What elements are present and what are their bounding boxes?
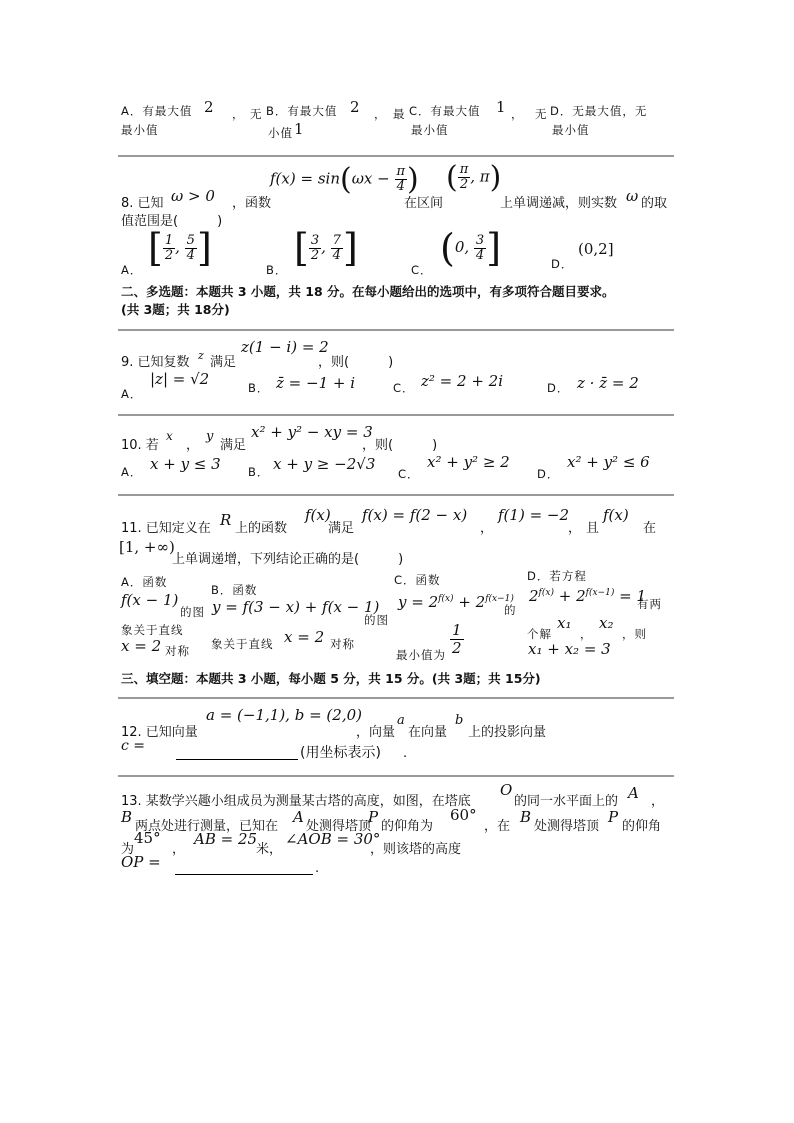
- q12-stem-on: 在向量: [408, 725, 448, 740]
- q12-vector-a: a: [397, 713, 405, 728]
- q10-option-a-math: x + y ≤ 3: [150, 455, 221, 473]
- q9-option-d-math: z · z̄ = 2: [577, 374, 639, 392]
- q13-comma-2: ，: [172, 842, 186, 857]
- q11-option-a-line: x = 2: [121, 637, 162, 655]
- q11-stem-and: 且: [586, 521, 600, 536]
- q10-option-d-math: x² + y² ≤ 6: [567, 453, 650, 471]
- q8-stem-line2: 值范围是( ): [121, 214, 223, 229]
- q11-stem-satisfy: 满足: [328, 521, 355, 536]
- q13-answer-blank[interactable]: [175, 858, 313, 875]
- q13-comma: ，: [651, 794, 665, 809]
- q8-stem-function: ，函数: [232, 196, 272, 211]
- q8-option-a-label: A．: [121, 263, 143, 277]
- q9-option-a-math: |z| = √2: [150, 370, 210, 388]
- q10-stem: 10. 若: [121, 438, 159, 453]
- q7-option-a-text: A．有最大值: [121, 104, 193, 118]
- q7-option-b-comma: ，: [374, 107, 387, 121]
- q11-option-a-label: A．函数: [121, 575, 168, 589]
- q7-option-a-tail: 无: [250, 107, 263, 121]
- q13-angle-60: 60°: [450, 806, 477, 824]
- q12-period: .: [403, 746, 408, 761]
- q13-stem-height: ，则该塔的高度: [370, 842, 462, 857]
- q8-stem-interval: 在区间: [404, 196, 444, 211]
- q11-option-a-text3: 象关于直线: [121, 623, 184, 637]
- q9-stem: 9. 已知复数: [121, 355, 190, 370]
- q11-option-a-text4: 对称: [165, 644, 190, 658]
- q9-stem-then: ，则( ): [318, 355, 394, 370]
- q9-option-c-label: C．: [393, 381, 415, 395]
- q9-option-b-math: z̄ = −1 + i: [276, 374, 356, 392]
- q7-option-c-tail: 无: [535, 107, 548, 121]
- q7-option-c-line2: 最小值: [411, 123, 449, 137]
- q11-option-a-text2: 的图: [180, 605, 205, 619]
- q11-option-b-math: y = f(3 − x) + f(x − 1): [212, 598, 380, 616]
- q8-stem-end: 的取: [641, 196, 668, 211]
- q13-B: B: [121, 808, 133, 826]
- q12-stem-projection: 上的投影向量: [468, 725, 547, 740]
- q10-option-b-label: B．: [248, 465, 270, 479]
- q13-AB: AB = 25: [194, 830, 258, 848]
- q8-option-c-label: C．: [411, 263, 433, 277]
- q10-option-d-label: D．: [537, 467, 560, 481]
- q7-option-c-value: 1: [496, 98, 506, 116]
- q10-option-a-label: A．: [121, 465, 143, 479]
- section-3-heading: 三、填空题：本题共 3 小题，每小题 5 分，共 15 分。(共 3题；共 15分): [121, 671, 541, 686]
- q13-stem-line3: 为: [121, 842, 135, 857]
- q11-option-b-label: B．函数: [211, 583, 258, 597]
- q7-option-b-tail: 最: [393, 107, 406, 121]
- q7-option-d-text: D．无最大值，无: [550, 104, 648, 118]
- q11-option-c-text2: 的: [504, 603, 517, 617]
- q10-option-c-label: C．: [398, 467, 420, 481]
- q11-R: R: [220, 511, 232, 529]
- q11-option-d-text3: 个解: [527, 627, 552, 641]
- q11-option-c-math: $y = 2^{f(x)} + 2^{f(x-1)}$: [398, 593, 514, 611]
- q9-option-a-label: A．: [121, 387, 143, 401]
- q8-interval: ( $\frac{\pi}{2}$ , π): [446, 160, 502, 195]
- divider: [118, 414, 674, 416]
- q11-option-d-comma: ，: [580, 627, 593, 641]
- section-2-heading: 二、多选题：本题共 3 小题，共 18 分。在每小题给出的选项中，有多项符合题目要求。: [121, 284, 615, 299]
- section-2-points: (共 3题；共 18分): [121, 302, 230, 317]
- q8-option-a-math: [ $\frac{1}{2}$ , $\frac{5}{4}$ ]: [148, 226, 212, 270]
- q11-interval: [1, +∞): [119, 538, 175, 556]
- q10-option-c-math: x² + y² ≥ 2: [427, 453, 510, 471]
- q13-stem-at: ，在: [484, 819, 511, 834]
- q10-equation: x² + y² − xy = 3: [251, 423, 373, 441]
- q11-option-c-text3: 最小值为: [396, 648, 446, 662]
- divider: [118, 697, 674, 699]
- q7-option-b-line2: 小值: [268, 126, 293, 140]
- q7-option-c-text: C．有最大值: [409, 104, 481, 118]
- q10-y: y: [206, 429, 214, 444]
- divider: [118, 155, 674, 157]
- divider: [118, 494, 674, 496]
- q11-option-b-text3: 象关于直线: [211, 637, 274, 651]
- q8-function: f(x) = sin(ωx − $\frac{\pi}{4}$ ): [270, 162, 419, 197]
- q11-stem-on: 在: [643, 521, 657, 536]
- q13-P-2: P: [608, 808, 619, 826]
- q13-P: P: [368, 808, 379, 826]
- q13-A: A: [628, 784, 639, 802]
- q8-option-b-label: B．: [266, 263, 288, 277]
- q13-stem-angle: 的仰角为: [381, 819, 434, 834]
- q9-equation: z(1 − i) = 2: [241, 338, 329, 356]
- q8-option-d-label: D．: [551, 257, 574, 271]
- q11-option-b-text4: 对称: [330, 637, 355, 651]
- q8-option-d-math: (0,2]: [578, 240, 614, 258]
- q13-stem-top: 处测得塔顶: [306, 819, 372, 834]
- q13-stem-line1: 13. 某数学兴趣小组成员为测量某古塔的高度，如图，在塔底: [121, 794, 471, 809]
- q12-vector-c: c =: [121, 738, 146, 754]
- divider: [118, 329, 674, 331]
- q11-option-d-text2: 有两: [637, 597, 662, 611]
- q12-stem-vector: ，向量: [356, 725, 396, 740]
- q8-stem: 8. 已知: [121, 196, 164, 211]
- q11-comma-1: ，: [480, 521, 494, 536]
- q12-vectors: a = (−1,1), b = (2,0): [206, 706, 362, 724]
- q8-omega-condition: ω > 0: [171, 187, 215, 205]
- q13-OP: OP =: [121, 853, 161, 871]
- divider: [118, 775, 674, 777]
- q11-equation-2: f(1) = −2: [498, 506, 570, 524]
- q11-option-c-label: C．函数: [394, 573, 441, 587]
- q13-angle-45: 45°: [134, 829, 161, 847]
- q11-fx-2: f(x): [603, 506, 629, 524]
- q7-option-b-value: 2: [350, 98, 360, 116]
- q8-option-c-math: (0, $\frac{3}{4}$ ]: [440, 226, 502, 270]
- q10-comma: ，: [186, 438, 200, 453]
- q11-option-d-x2: x₂: [599, 614, 614, 632]
- q13-stem-angle-2: 的仰角: [622, 819, 662, 834]
- q11-option-b-text2: 的图: [364, 613, 389, 627]
- q13-A-2: A: [293, 808, 304, 826]
- q11-option-a-math: f(x − 1): [121, 591, 179, 609]
- q13-period: .: [315, 861, 320, 876]
- q11-stem: 11. 已知定义在: [121, 521, 211, 536]
- q9-stem-satisfy: 满足: [210, 355, 237, 370]
- q7-option-a-comma: ，: [232, 107, 245, 121]
- q11-option-d-math: $2^{f(x)} + 2^{f(x-1)} = 1$: [529, 587, 646, 605]
- q11-stem-line2: 上单调递增，下列结论正确的是( ): [172, 552, 404, 567]
- q11-option-d-label: D．若方程: [527, 569, 587, 583]
- q13-stem-top-2: 处测得塔顶: [534, 819, 600, 834]
- q9-option-d-label: D．: [547, 381, 570, 395]
- q12-stem: 12. 已知向量: [121, 725, 198, 740]
- q7-option-b-text: B．有最大值: [266, 104, 338, 118]
- q7-option-d-line2: 最小值: [552, 123, 590, 137]
- q10-stem-then: ，则( ): [362, 438, 438, 453]
- q10-stem-satisfy: 满足: [220, 438, 247, 453]
- q11-option-d-sum: x₁ + x₂ = 3: [528, 640, 611, 658]
- q13-stem-line2: 两点处进行测量，已知在: [135, 819, 279, 834]
- q10-option-b-math: x + y ≥ −2√3: [273, 455, 376, 473]
- q8-omega: ω: [626, 187, 639, 205]
- q7-option-a-line2: 最小值: [121, 123, 159, 137]
- q7-option-a-value: 2: [204, 98, 214, 116]
- q12-answer-blank[interactable]: [176, 741, 298, 760]
- q11-stem-function: 上的函数: [235, 521, 288, 536]
- q13-B-2: B: [520, 808, 532, 826]
- q9-z: z: [198, 349, 204, 362]
- q11-option-c-fraction: $\frac{1}{2}$: [452, 621, 462, 657]
- q8-stem-monotone: 上单调递减，则实数: [500, 196, 618, 211]
- q11-option-b-line: x = 2: [284, 628, 325, 646]
- q11-fx: f(x): [305, 506, 331, 524]
- q13-stem-line1b: 的同一水平面上的: [514, 794, 619, 809]
- q11-comma-2: ，: [568, 521, 582, 536]
- q11-option-d-x1: x₁: [557, 614, 572, 632]
- q10-x: x: [166, 429, 173, 443]
- q12-vector-b: b: [455, 713, 464, 728]
- q9-option-b-label: B．: [248, 381, 270, 395]
- q11-equation-1: f(x) = f(2 − x): [362, 506, 468, 524]
- q7-option-c-comma: ，: [511, 107, 524, 121]
- q13-O: O: [500, 781, 513, 799]
- q8-option-b-math: [ $\frac{3}{2}$ , $\frac{7}{4}$ ]: [294, 226, 358, 270]
- q9-option-c-math: z² = 2 + 2i: [421, 372, 504, 390]
- q7-option-b-min: 1: [294, 120, 304, 138]
- q11-option-d-then: ，则: [622, 627, 647, 641]
- q13-angle-AOB: ∠AOB = 30°: [285, 830, 381, 848]
- q13-stem-meter: 米，: [256, 842, 283, 857]
- q12-stem-coordinates: (用坐标表示): [300, 745, 381, 761]
